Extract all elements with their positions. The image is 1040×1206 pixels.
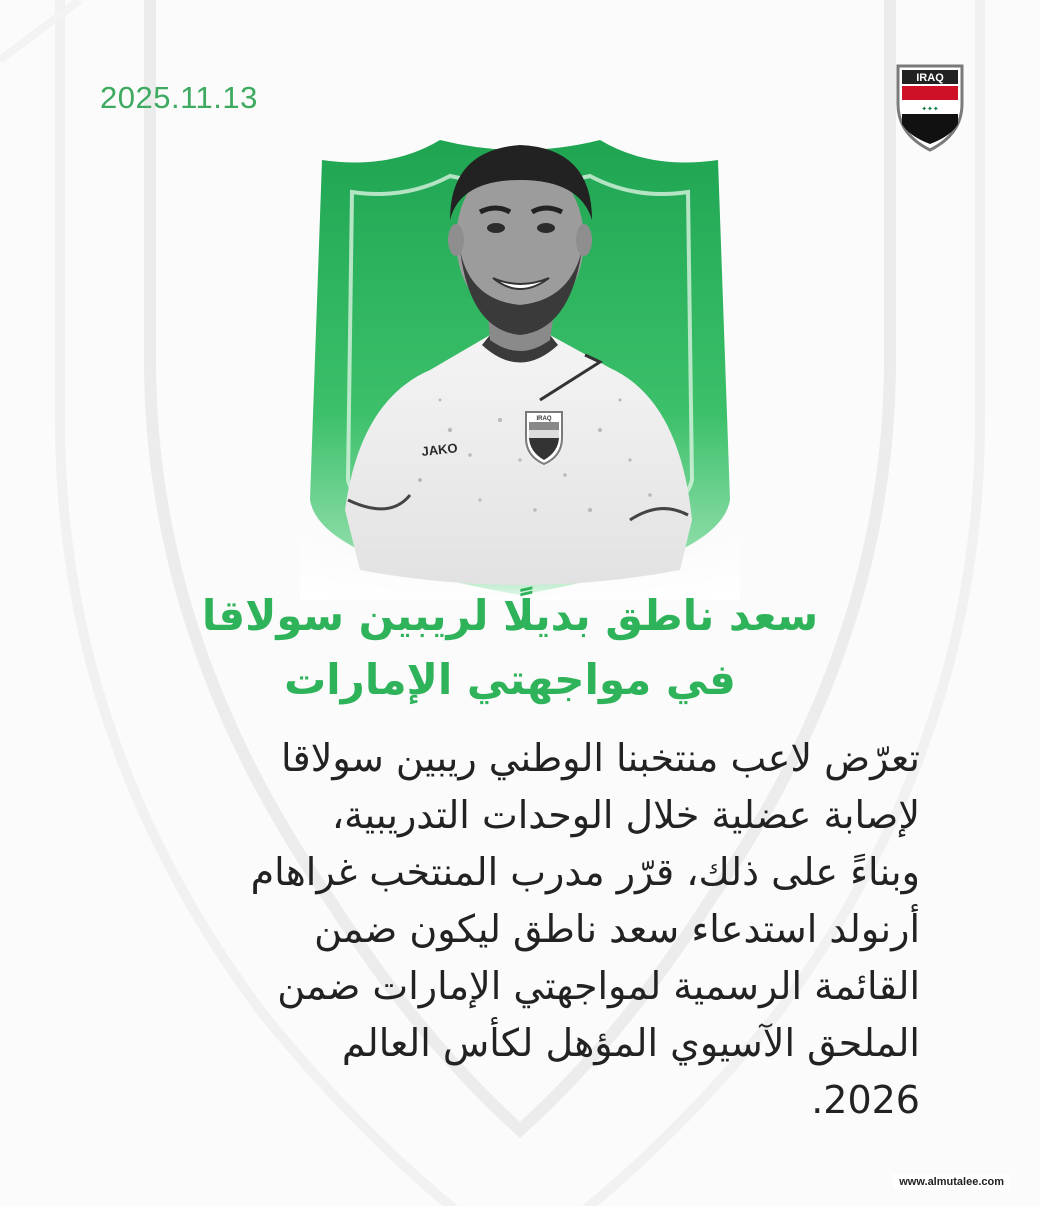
iraq-federation-logo xyxy=(896,64,964,152)
kit-brand-label: JAKO xyxy=(420,440,459,459)
body-line: أرنولد استدعاء سعد ناطق ليكون ضمن xyxy=(314,907,920,951)
logo-text: IRAQ xyxy=(916,72,944,84)
article-body xyxy=(120,730,920,1129)
body-line: الملحق الآسيوي المؤهل لكأس العالم xyxy=(341,1021,920,1065)
site-watermark: www.almutalee.com xyxy=(893,1174,1010,1190)
player-hero-image xyxy=(300,100,740,600)
body-line: تعرّض لاعب منتخبنا الوطني ريبين سولاقا xyxy=(280,736,920,780)
svg-text:✦✦✦: ✦✦✦ xyxy=(921,105,939,113)
body-line: 2026. xyxy=(811,1078,920,1122)
body-line: القائمة الرسمية لمواجهتي الإمارات ضمن xyxy=(277,964,920,1008)
shirt-badge-text: IRAQ xyxy=(536,416,552,422)
body-line: وبناءً على ذلك، قرّر مدرب المنتخب غراهام xyxy=(250,850,920,894)
headline-line-1: سعد ناطق بديلًا لريبين سولاقا xyxy=(201,591,819,640)
body-line: لإصابة عضلية خلال الوحدات التدريبية، xyxy=(331,793,920,837)
headline-line-2: في مواجهتي الإمارات xyxy=(284,655,736,704)
post-date: 2025.11.13 xyxy=(100,80,258,115)
